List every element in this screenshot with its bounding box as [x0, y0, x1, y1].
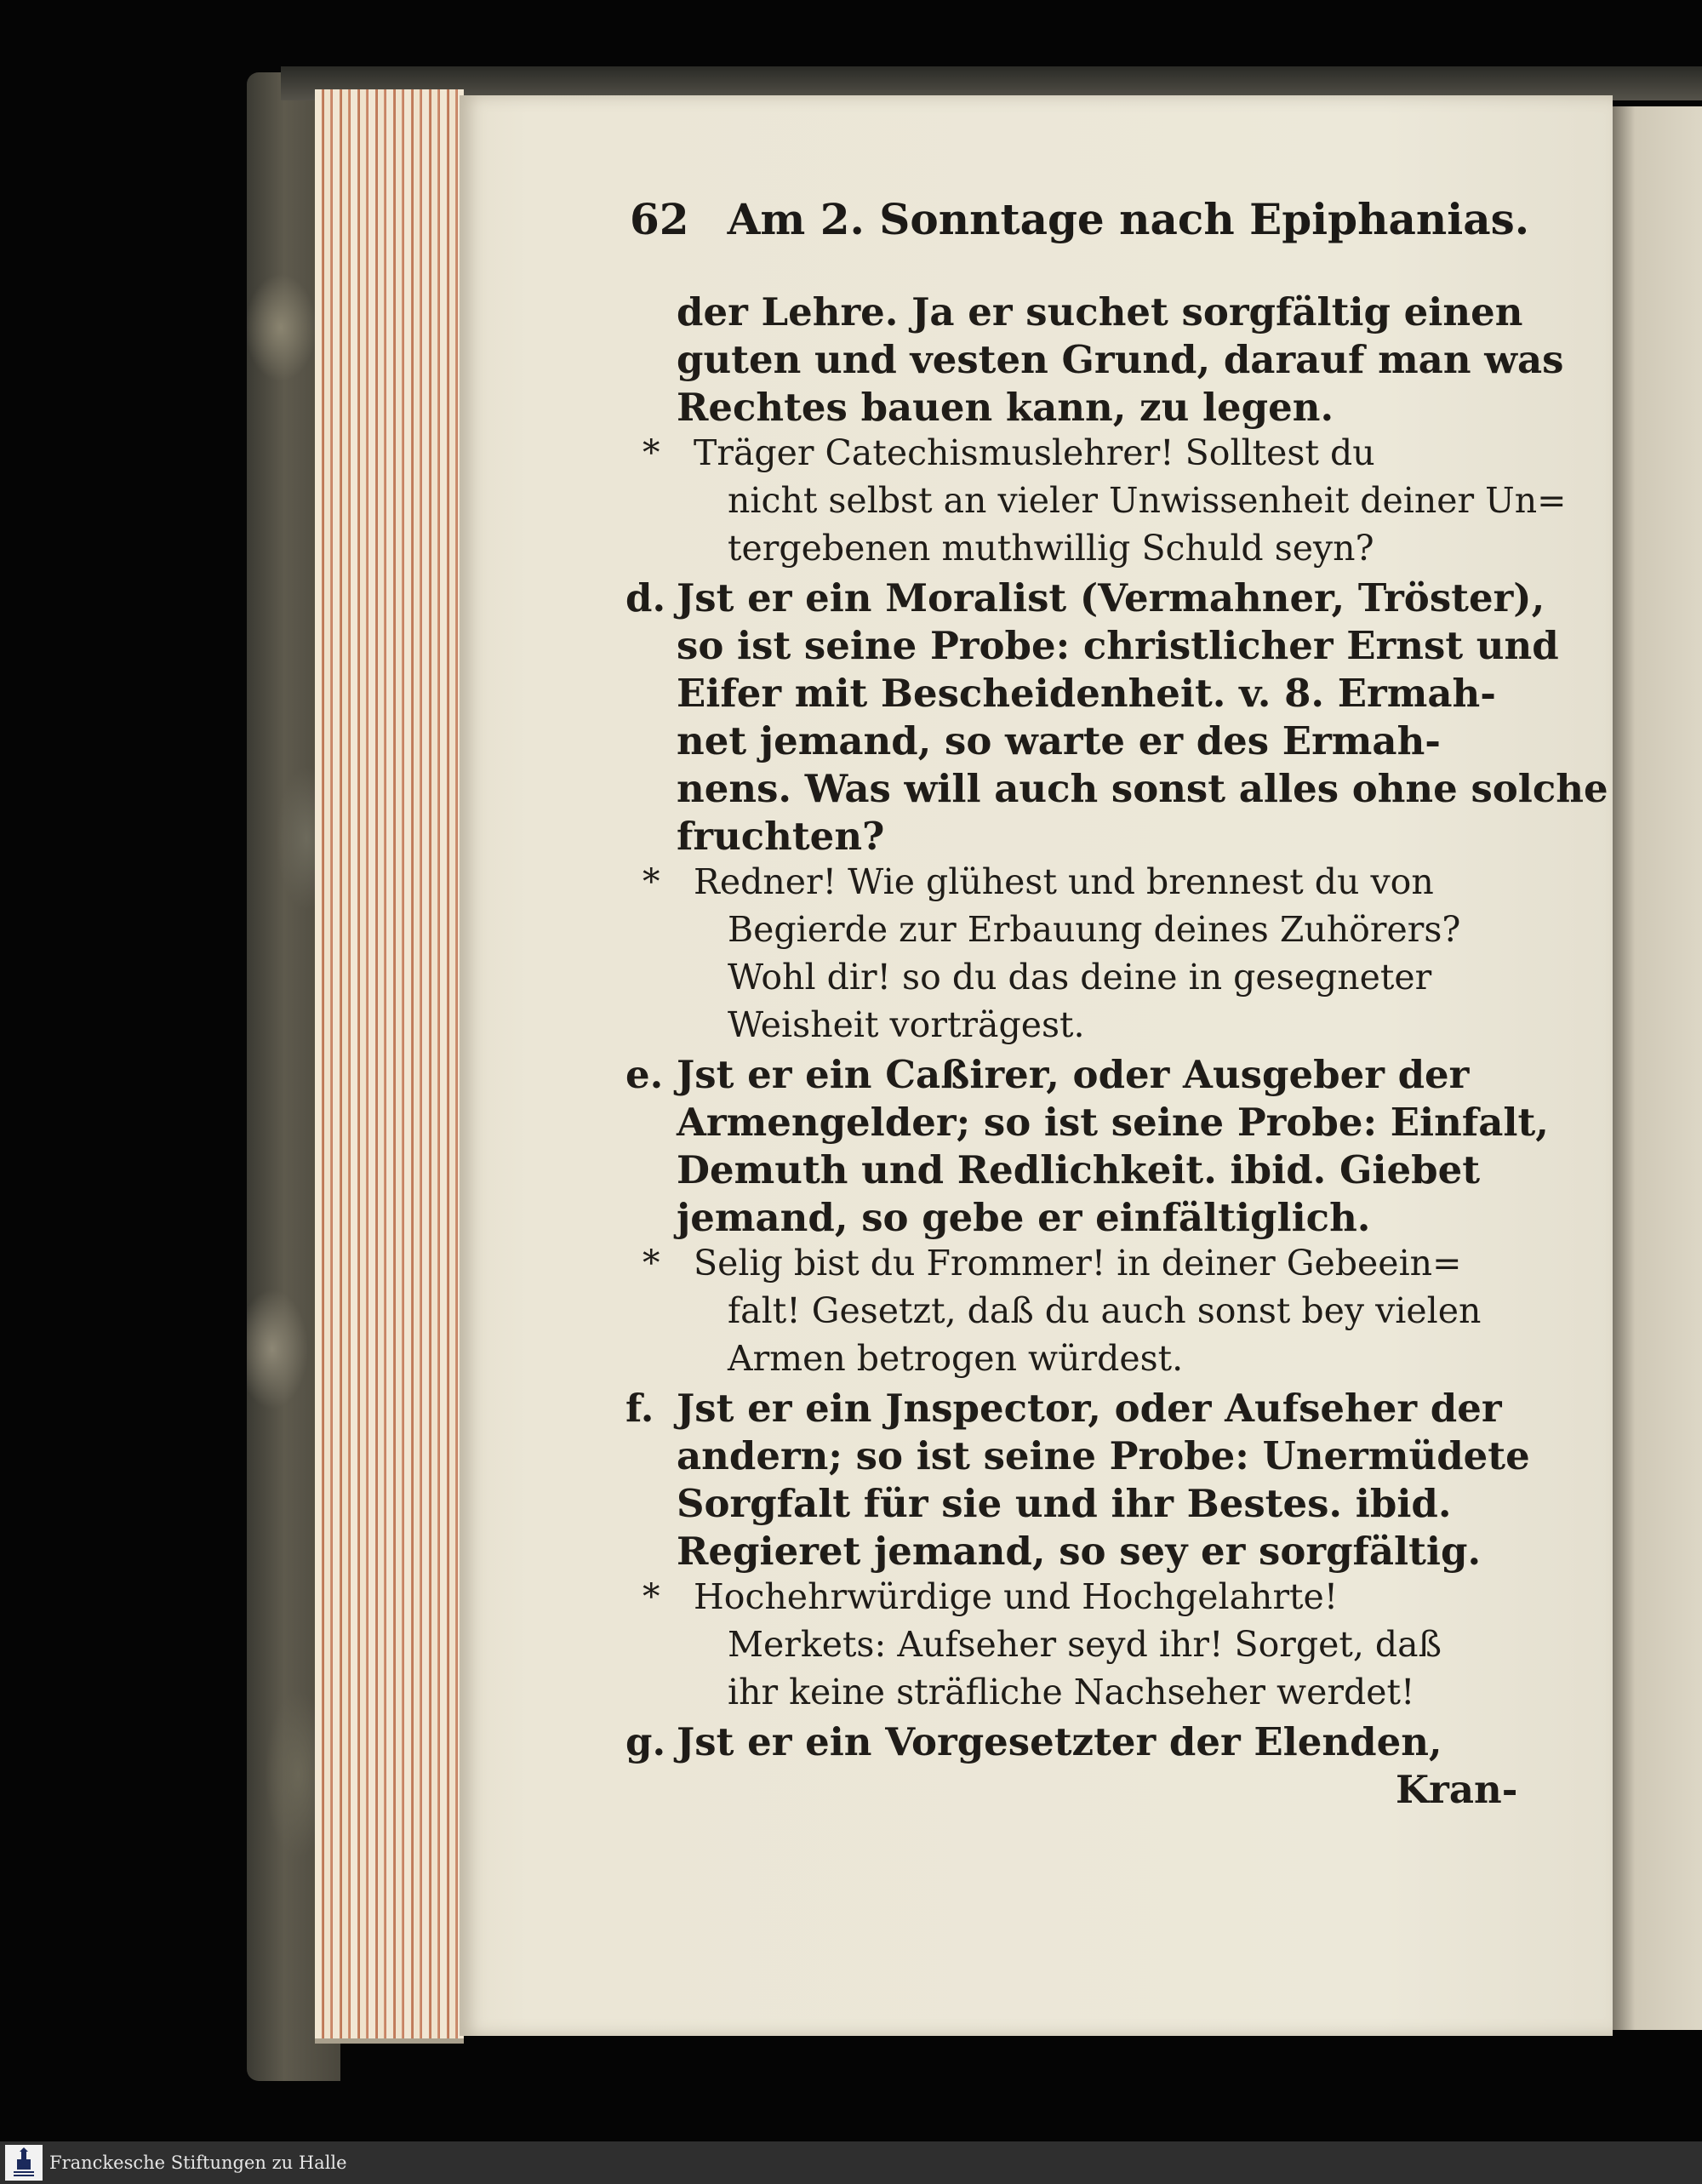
- text-line: [677, 814, 884, 859]
- line-text: Sorgfalt für sie und ihr Bestes. ibid.: [677, 1481, 1452, 1526]
- line-text: jemand, so gebe er einfältiglich.: [677, 1195, 1371, 1240]
- line-text: net jemand, so warte er des Ermah-: [677, 718, 1441, 763]
- note-asterisk-marker: *: [643, 1576, 660, 1617]
- text-line: [625, 1719, 1442, 1764]
- text-line: [677, 1100, 1549, 1145]
- line-text: Kran-: [1396, 1767, 1518, 1812]
- text-line: [677, 289, 1522, 334]
- text-line: [677, 1195, 1370, 1240]
- line-text: Weisheit vorträgest.: [728, 1004, 1085, 1045]
- line-text: fruchten?: [677, 814, 885, 859]
- paragraph-letter-marker: g.: [625, 1719, 666, 1764]
- note-asterisk-marker: *: [643, 861, 660, 902]
- text-line: [728, 1624, 1442, 1665]
- running-head: [630, 194, 1530, 244]
- text-line: [728, 909, 1460, 950]
- line-text: Armen betrogen würdest.: [728, 1338, 1184, 1379]
- note-asterisk-marker: *: [643, 1243, 660, 1284]
- line-text: Jst er ein Jnspector, oder Aufseher der: [677, 1386, 1502, 1431]
- text-line: [625, 1386, 1502, 1431]
- text-line: [677, 385, 1334, 430]
- text-line: [728, 1004, 1085, 1045]
- text-line: [1396, 1767, 1517, 1812]
- text-line: [643, 1576, 1339, 1617]
- text-line: [728, 957, 1431, 998]
- line-text: Rechtes bauen kann, zu legen.: [677, 385, 1334, 430]
- note-asterisk-marker: *: [643, 432, 660, 473]
- line-text: nens. Was will auch sonst alles ohne solche: [677, 766, 1608, 811]
- text-line: [677, 1529, 1481, 1574]
- line-text: Wohl dir! so du das deine in gesegneter: [728, 957, 1432, 998]
- text-line: [677, 766, 1608, 811]
- text-line: [677, 337, 1563, 382]
- page-stack-edges: [315, 89, 464, 2044]
- text-line: [677, 623, 1559, 668]
- text-line: [677, 671, 1496, 716]
- line-text: Begierde zur Erbauung deines Zuhörers?: [728, 909, 1461, 950]
- line-text: ihr keine sträfliche Nachseher werdet!: [728, 1672, 1415, 1712]
- line-text: andern; so ist seine Probe: Unermüdete: [677, 1433, 1530, 1478]
- line-text: falt! Gesetzt, daß du auch sonst bey vielen: [728, 1290, 1482, 1331]
- line-text: guten und vesten Grund, darauf man was: [677, 337, 1564, 382]
- line-text: so ist seine Probe: christlicher Ernst und: [677, 623, 1559, 668]
- line-text: Armengelder; so ist seine Probe: Einfalt,: [677, 1100, 1549, 1145]
- line-text: Merkets: Aufseher seyd ihr! Sorget, daß: [728, 1624, 1442, 1665]
- line-text: tergebenen muthwillig Schuld seyn?: [728, 528, 1374, 569]
- text-line: [677, 1433, 1530, 1478]
- line-text: Jst er ein Vorgesetzter der Elenden,: [677, 1719, 1442, 1764]
- text-line: [728, 1338, 1183, 1379]
- line-text: Jst er ein Moralist (Vermahner, Tröster),: [677, 575, 1545, 620]
- text-line: [728, 528, 1374, 569]
- line-text: Demuth und Redlichkeit. ibid. Giebet: [677, 1147, 1481, 1192]
- page-title: Am 2. Sonntage nach Epiphanias.: [727, 194, 1530, 244]
- line-text: Redner! Wie glühest und brennest du von: [694, 861, 1434, 902]
- paragraph-letter-marker: d.: [625, 575, 666, 620]
- text-line: [677, 1147, 1480, 1192]
- text-line: [728, 480, 1566, 521]
- text-line: [643, 1243, 1462, 1284]
- text-line: [677, 718, 1441, 763]
- institution-logo-icon: [5, 2145, 43, 2181]
- footer-institution-name: Franckesche Stiftungen zu Halle: [49, 2153, 347, 2173]
- text-line: [643, 861, 1434, 902]
- line-text: Hochehrwürdige und Hochgelahrte!: [694, 1576, 1339, 1617]
- text-line: [728, 1672, 1414, 1712]
- paragraph-letter-marker: e.: [625, 1052, 664, 1097]
- facing-page-edge: [1613, 106, 1702, 2030]
- line-text: der Lehre. Ja er suchet sorgfältig einen: [677, 289, 1523, 334]
- line-text: Regieret jemand, so sey er sorgfältig.: [677, 1529, 1482, 1574]
- text-line: [625, 575, 1545, 620]
- text-line: [728, 1290, 1481, 1331]
- line-text: Eifer mit Bescheidenheit. v. 8. Ermah-: [677, 671, 1496, 716]
- text-line: [625, 1052, 1470, 1097]
- text-line: [643, 432, 1375, 473]
- paragraph-letter-marker: f.: [625, 1386, 654, 1431]
- line-text: nicht selbst an vieler Unwissenheit deiner Un=: [728, 480, 1567, 521]
- text-line: [677, 1481, 1452, 1526]
- line-text: Träger Catechismuslehrer! Solltest du: [694, 432, 1375, 473]
- line-text: Selig bist du Frommer! in deiner Gebeein=: [694, 1243, 1462, 1284]
- page-number: 62: [630, 194, 689, 244]
- line-text: Jst er ein Caßirer, oder Ausgeber der: [677, 1052, 1470, 1097]
